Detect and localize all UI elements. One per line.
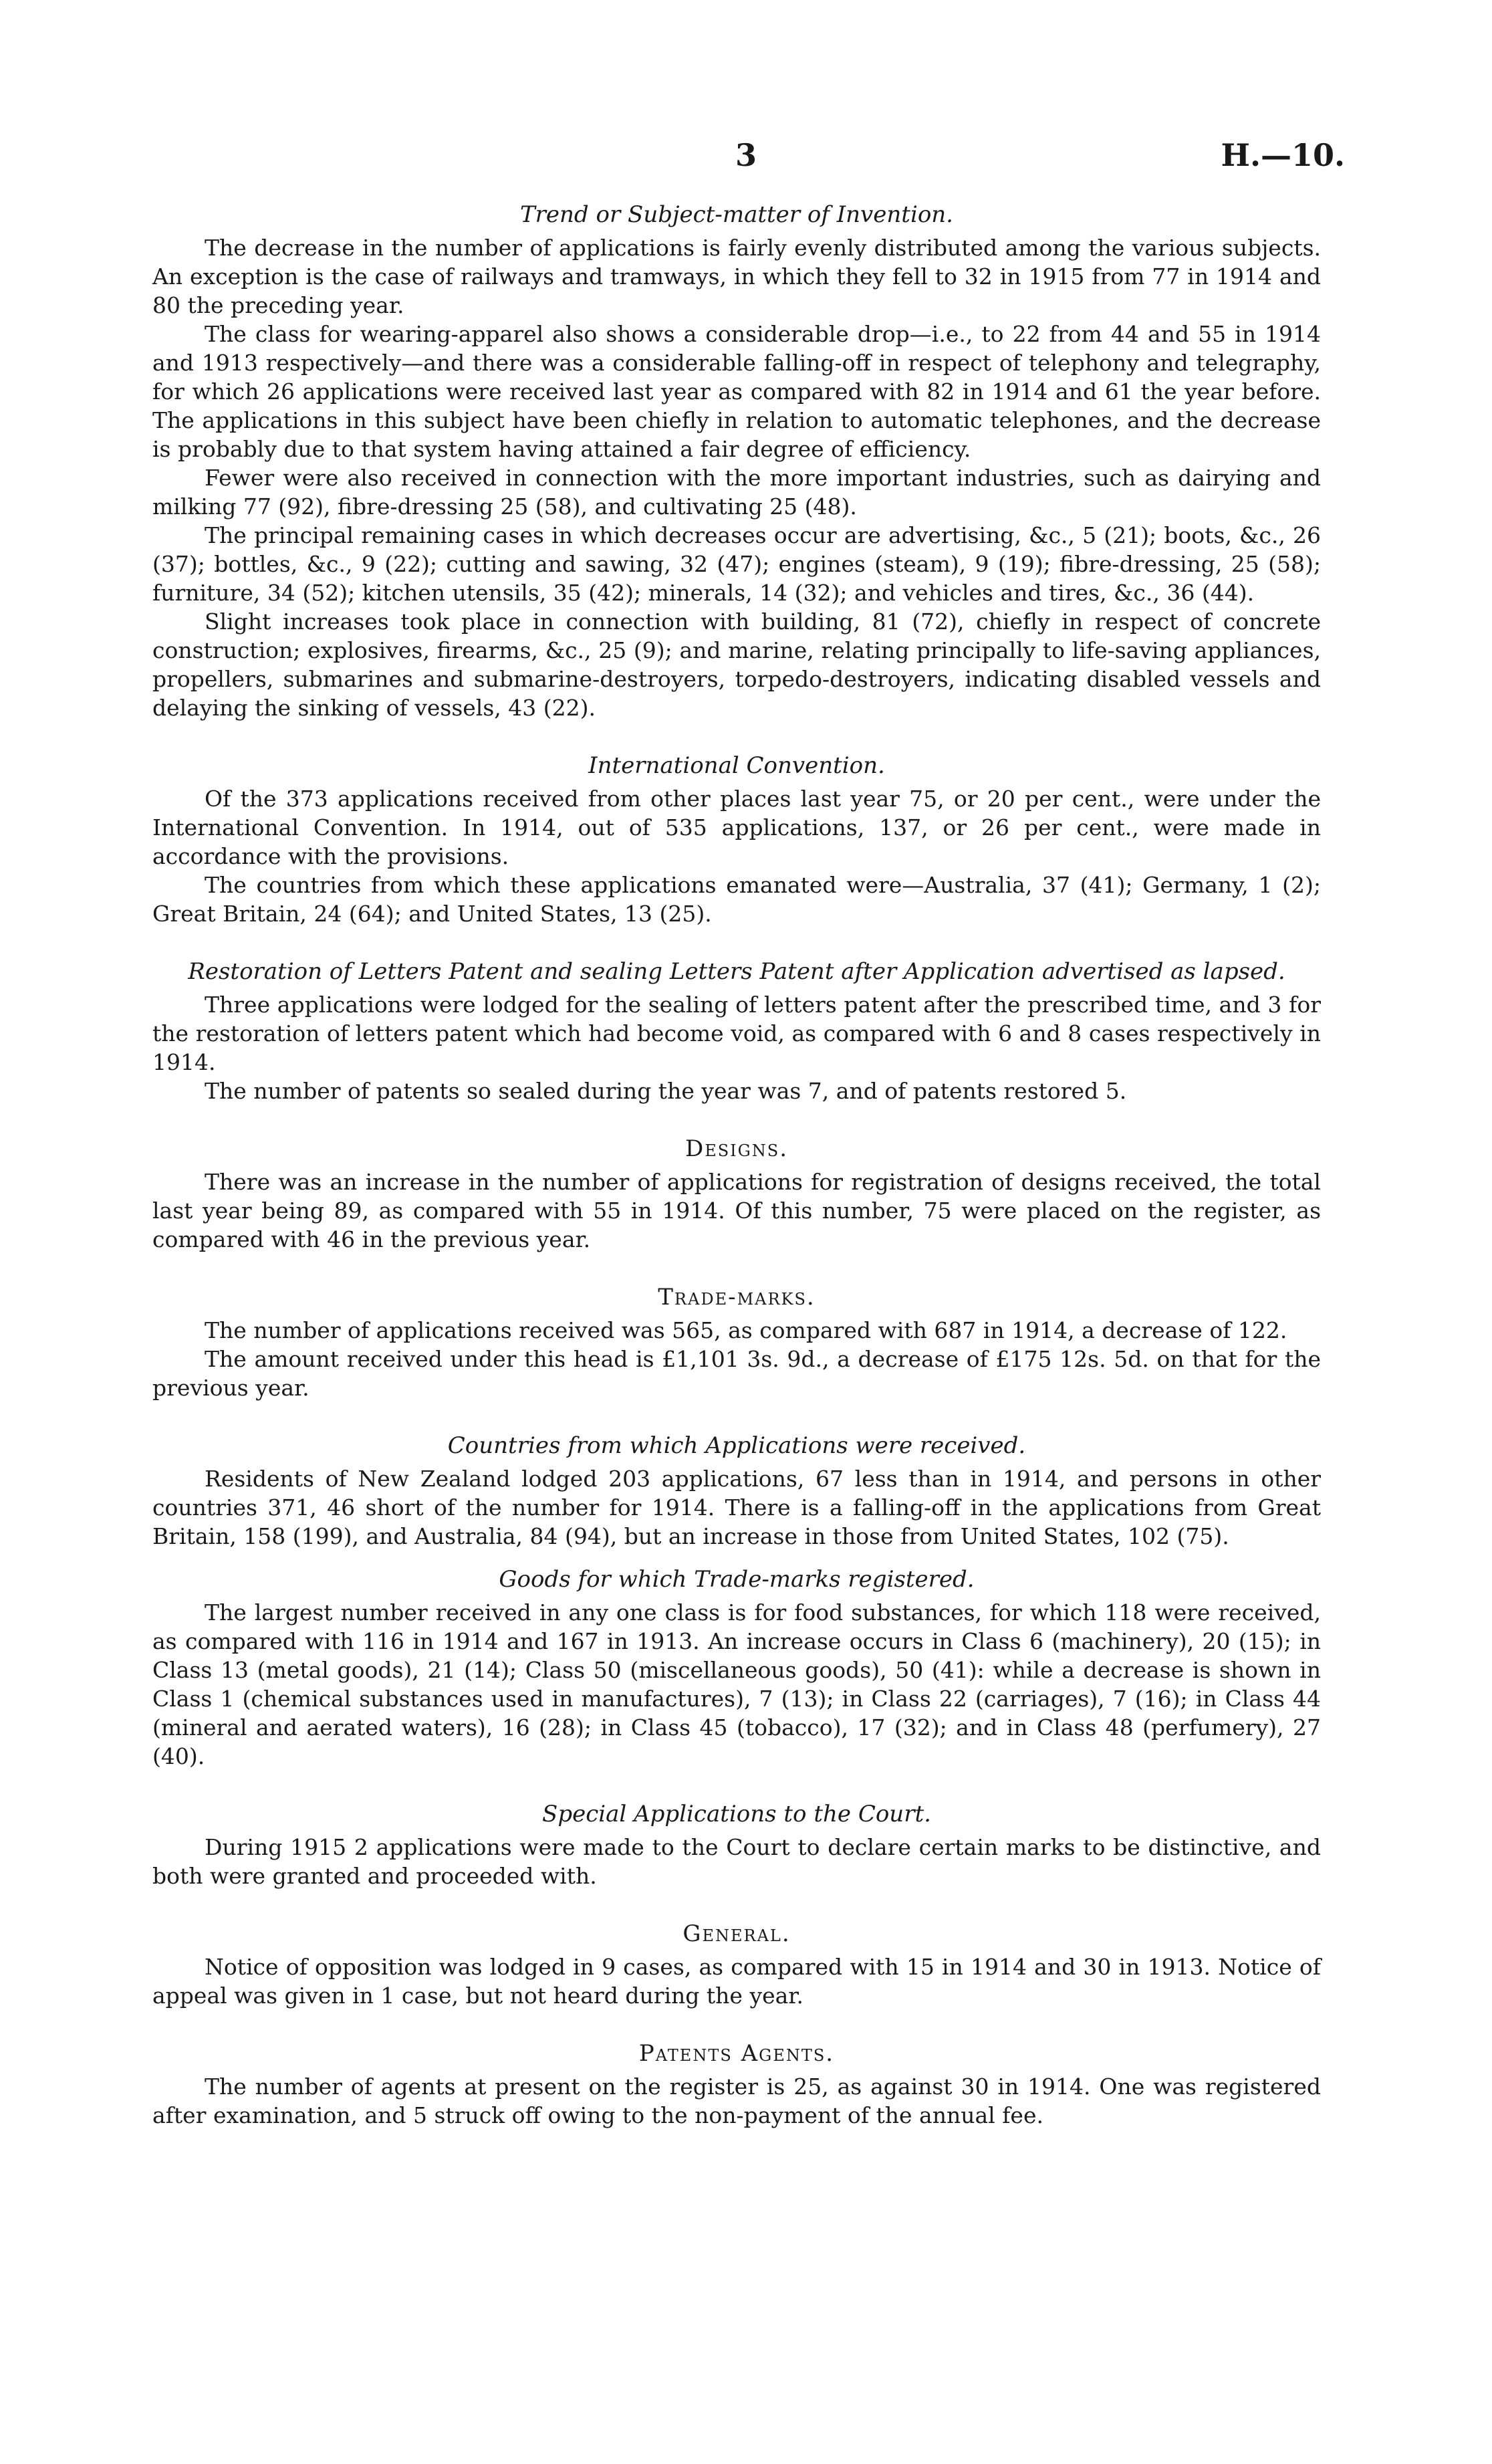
paragraph: Fewer were also received in connection with the more important industries, such as dairying and milking 77 (92), fibre-dressing 25 (58), and cultivating 25 (48). (152, 465, 1321, 520)
section-restoration (152, 958, 1321, 1105)
document-body (152, 201, 1321, 2130)
paragraph: The number of agents at present on the register is 25, as against 30 in 1914. One was registered after examination, and 5 struck off owing to the non-payment of the annual fee. (152, 2074, 1321, 2128)
section-general (152, 1920, 1321, 2010)
page-number: 3 (735, 137, 757, 173)
section-heading: Trend or Subject-matter of Invention. (519, 201, 953, 228)
paragraph: The number of patents so sealed during the year was 7, and of patents restored 5. (205, 1078, 1127, 1104)
paragraph: The largest number received in any one class is for food substances, for which 118 were received, as compared with 116 in 1914 and 167 in 1913. An increase occurs in Class 6 (machinery), 20 (15); in Class 13 (metal goods), 21 (14); Class 50 (miscellaneous goods), 50 (41): while a decrease is shown in Class 1 (chemical substances used in manufactures), 7 (13); in Class 22 (carriages), 7 (16); in Class 44 (mineral and aerated waters), 16 (28); in Class 45 (tobacco), 17 (32); and in Class 48 (perfumery), 27 (40). (152, 1599, 1321, 1769)
section-international-convention (152, 752, 1321, 928)
paragraph: Residents of New Zealand lodged 203 applications, 67 less than in 1914, and persons in other countries 371, 46 short of the number for 1914. There is a falling-off in the applications from Great Britain, 158 (199), and Australia, 84 (94), but an increase in those from United States, 102 (75). (152, 1466, 1321, 1549)
section-goods (152, 1565, 1321, 1771)
paragraph: Three applications were lodged for the sealing of letters patent after the prescribed time, and 3 for the restoration of letters patent which had become void, as compared with 6 and 8 cases respectively in 1914. (152, 992, 1321, 1075)
section-heading: Goods for which Trade-marks registered. (499, 1566, 975, 1593)
section-designs (152, 1135, 1321, 1254)
section-heading: Trade-marks. (658, 1284, 816, 1311)
section-heading: Restoration of Letters Patent and sealing Letters Patent after Application advertised as lapsed. (188, 958, 1285, 985)
section-heading: International Convention. (588, 752, 885, 779)
section-trade-marks (152, 1283, 1321, 1402)
paragraph: Notice of opposition was lodged in 9 cases, as compared with 15 in 1914 and 30 in 1913. Notice of appeal was given in 1 case, but not heard during the year. (152, 1954, 1321, 2009)
section-heading: Countries from which Applications were received. (447, 1432, 1026, 1459)
section-patents-agents (152, 2039, 1321, 2130)
section-special-applications (152, 1800, 1321, 1890)
paragraph: The number of applications received was 565, as compared with 687 in 1914, a decrease of 122. (205, 1317, 1287, 1343)
section-heading: Special Applications to the Court. (542, 1801, 931, 1827)
section-countries (152, 1432, 1321, 1551)
paragraph: Slight increases took place in connection with building, 81 (72), chiefly in respect of concrete construction; explosives, firearms, &c., 25 (9); and marine, relating principally to life-saving appliances, propellers, submarines and submarine-destroyers, torpedo-destroyers, indicating disabled vessels and delaying the sinking of vessels, 43 (22). (152, 608, 1321, 721)
section-heading: General. (682, 1920, 791, 1947)
paragraph: During 1915 2 applications were made to the Court to declare certain marks to be distinctive, and both were granted and proceeded with. (152, 1834, 1321, 1889)
paragraph: The class for wearing-apparel also shows a considerable drop—i.e., to 22 from 44 and 55 in 1914 and 1913 respectively—and there was a considerable falling-off in respect of telephony and telegraphy, for which 26 applications were received last year as compared with 82 in 1914 and 61 the year before. The applications in this subject have been chiefly in relation to automatic telephones, and the decrease is probably due to that system having attained a fair degree of efficiency. (152, 321, 1321, 462)
paragraph: The principal remaining cases in which decreases occur are advertising, &c., 5 (21); boots, &c., 26 (37); bottles, &c., 9 (22); cutting and sawing, 32 (47); engines (steam), 9 (19); fibre-dressing, 25 (58); furniture, 34 (52); kitchen utensils, 35 (42); minerals, 14 (32); and vehicles and tires, &c., 36 (44). (152, 522, 1321, 606)
paragraph: Of the 373 applications received from other places last year 75, or 20 per cent., were under the International Convention. In 1914, out of 535 applications, 137, or 26 per cent., were made in accordance with the provisions. (152, 786, 1321, 869)
paragraph: There was an increase in the number of applications for registration of designs received, the total last year being 89, as compared with 55 in 1914. Of this number, 75 were placed on the register, as compared with 46 in the previous year. (152, 1169, 1321, 1252)
paragraph: The decrease in the number of applications is fairly evenly distributed among the various subjects. An exception is the case of railways and tramways, in which they fell to 32 in 1915 from 77 in 1914 and 80 the preceding year. (152, 235, 1321, 318)
document-reference: H.—10. (1221, 137, 1345, 173)
paragraph: The countries from which these applications emanated were—Australia, 37 (41); Germany, 1 (2); Great Britain, 24 (64); and United States, 13 (25). (152, 872, 1321, 927)
section-trend (152, 201, 1321, 722)
section-heading: Designs. (685, 1135, 789, 1162)
paragraph: The amount received under this head is £1,101 3s. 9d., a decrease of £175 12s. 5d. on that for the previous year. (152, 1346, 1321, 1401)
section-heading: Patents Agents. (638, 2040, 835, 2067)
